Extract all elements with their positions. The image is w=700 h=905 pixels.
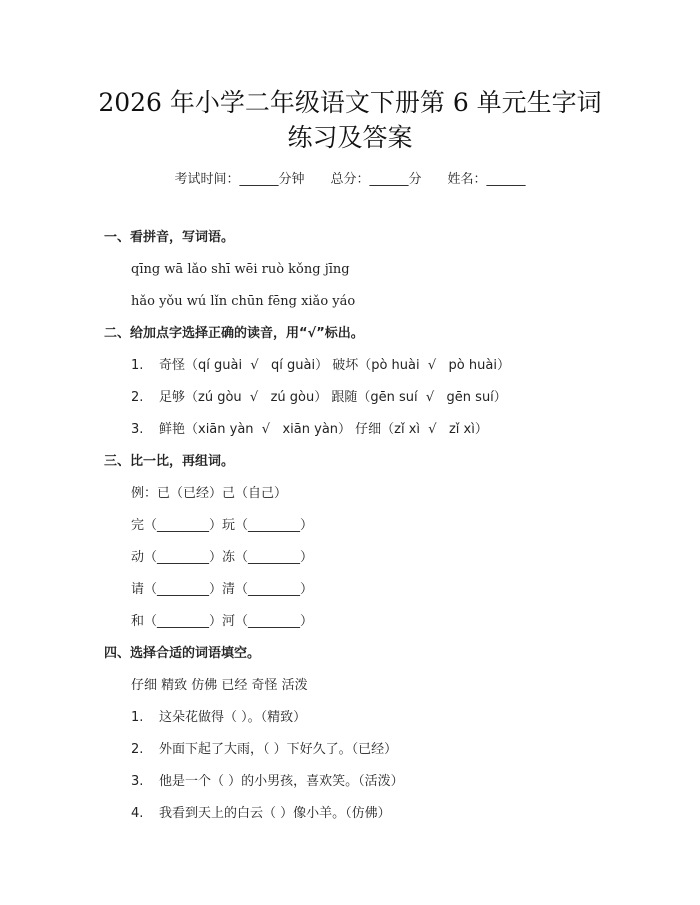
compare-line: 请（________）清（________） bbox=[131, 582, 314, 597]
item-text: 外面下起了大雨，（ ）下好久了。（已经） bbox=[159, 742, 398, 757]
item-text: 足够（zú gòu √ zú gòu） 跟随（gēn suí √ gēn suí） bbox=[159, 390, 507, 405]
compare-line: 和（________）河（________） bbox=[131, 614, 314, 629]
item-number: 2. bbox=[131, 742, 144, 757]
section-4-heading: 四、选择合适的词语填空。 bbox=[104, 646, 261, 661]
title-line-1: 2026 年小学二年级语文下册第 6 单元生字词 bbox=[98, 88, 602, 117]
item-number: 3. bbox=[131, 422, 144, 437]
list-item bbox=[131, 805, 391, 823]
list-item bbox=[131, 389, 507, 407]
pinyin-line: qīng wā lǎo shī wēi ruò kǒng jīng bbox=[131, 262, 350, 277]
compare-line: 完（________）玩（________） bbox=[131, 518, 314, 533]
item-number: 2. bbox=[131, 390, 144, 405]
list-item bbox=[131, 741, 397, 759]
item-number: 4. bbox=[131, 806, 144, 821]
exam-meta bbox=[0, 168, 700, 187]
total-score-field: 总分：______分 bbox=[330, 172, 422, 187]
section-2-heading: 二、给加点字选择正确的读音，用“√”标出。 bbox=[104, 326, 364, 341]
item-text: 奇怪（qí guài √ qí guài） 破坏（pò huài √ pò huài） bbox=[159, 358, 510, 373]
list-item bbox=[131, 421, 488, 439]
exam-time-field: 考试时间：______分钟 bbox=[174, 172, 305, 187]
pinyin-line: hǎo yǒu wú lǐn chūn fēng xiǎo yáo bbox=[131, 294, 356, 309]
section-3-heading: 三、比一比，再组词。 bbox=[104, 454, 235, 469]
item-text: 他是一个（ ）的小男孩，喜欢笑。（活泼） bbox=[159, 774, 404, 789]
title-line-2: 练习及答案 bbox=[287, 123, 413, 152]
item-number: 3. bbox=[131, 774, 144, 789]
item-number: 1. bbox=[131, 358, 144, 373]
item-text: 鲜艳（xiān yàn √ xiān yàn） 仔细（zǐ xì √ zǐ xì） bbox=[159, 422, 488, 437]
item-text: 我看到天上的白云（ ）像小羊。（仿佛） bbox=[159, 806, 391, 821]
list-item bbox=[131, 773, 404, 791]
item-number: 1. bbox=[131, 710, 144, 725]
item-text: 这朵花做得（ ）。（精致） bbox=[159, 710, 307, 725]
section-1-heading: 一、看拼音，写词语。 bbox=[104, 230, 235, 245]
student-name-field: 姓名：______ bbox=[447, 172, 526, 187]
example-line: 例：已（已经）己（自己） bbox=[131, 486, 288, 501]
list-item bbox=[131, 709, 306, 727]
word-bank: 仔细 精致 仿佛 已经 奇怪 活泼 bbox=[131, 678, 308, 693]
list-item bbox=[131, 357, 510, 375]
compare-line: 动（________）冻（________） bbox=[131, 550, 314, 565]
